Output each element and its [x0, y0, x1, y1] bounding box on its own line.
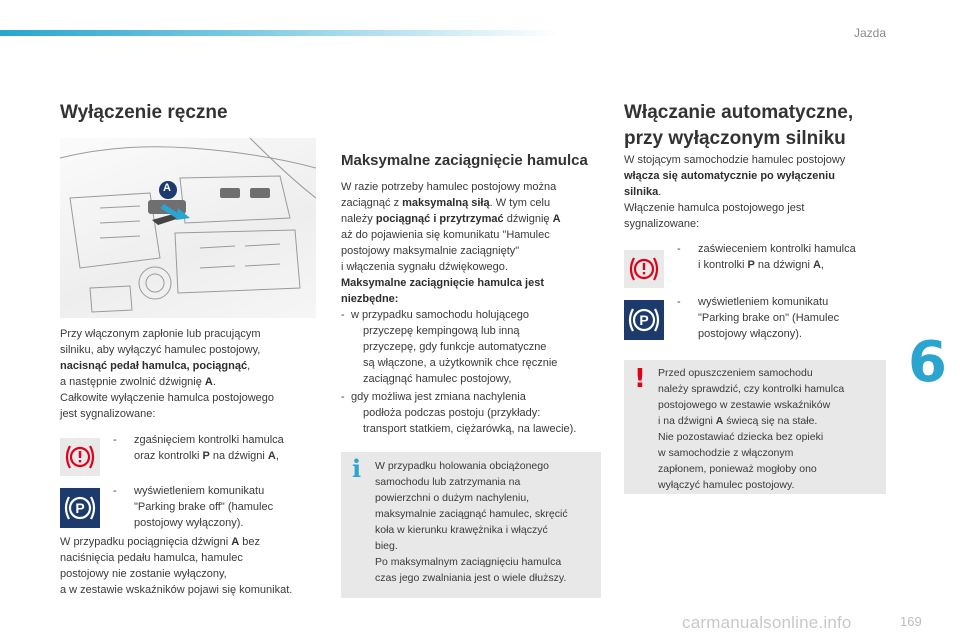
right-list-item-1: - zaświeceniem kontrolki hamulca i kontrolki P na dźwigni A, [677, 243, 856, 271]
right-list-item-2: - wyświetleniem komunikatu "Parking brake on" (Hamulec postojowy włączony). [677, 296, 840, 340]
brake-warning-icon [60, 438, 100, 476]
info-note-box [341, 452, 601, 598]
middle-list-item-2: - gdy możliwa jest zmiana nachylenia podłoża podczas postoju (przykłady: transport statkiem, ciężarówką, na lawecie). [341, 391, 577, 435]
page-number: 169 [900, 614, 922, 629]
chapter-number: 6 [908, 330, 947, 395]
parking-brake-p-icon [60, 488, 100, 528]
left-paragraph-1: Przy włączonym zapłonie lub pracującym silniku, aby wyłączyć hamulec postojowy, nacisnąć pedał hamulca, pociągnąć, a następnie zwolnić dźwignię A. Całkowite wyłączenie hamulca postojowego jest sygnalizowane: [60, 328, 275, 420]
console-illustration [60, 138, 316, 318]
middle-list-item-1: - w przypadku samochodu holującego przyczepę kempingową lub inną przyczepę, gdy funkcje automatyczne są włączone, a użytkownik chce ręcznie zaciągnąć hamulec postojowy, [341, 309, 558, 385]
parking-brake-p-icon-right [624, 300, 664, 340]
parking-brake-lever-photo [60, 138, 316, 318]
brake-warning-icon-right [624, 250, 664, 288]
callout-a-label: A [163, 182, 171, 194]
left-paragraph-2: W przypadku pociągnięcia dźwigni A bez naciśnięcia pedału hamulca, hamulec postojowy nie zostanie wyłączony, a w zestawie wskaźników pojawi się komunikat. [60, 536, 293, 596]
warning-exclamation-icon: ! [634, 364, 646, 394]
info-note-text: W przypadku holowania obciążonego samochodu lub zatrzymania na powierzchni o dużym nachyleniu, maksymalnie zaciągnąć hamulec, skręcić koła w kierunku krawężnika i włączyć bieg. Po maksymalnym zaciągnięciu hamulca czas jego zwalniania jest o wiele dłuższy. [375, 460, 568, 584]
warning-note-box [624, 360, 886, 494]
left-list-item-1: - zgaśnięciem kontrolki hamulca oraz kontrolki P na dźwigni A, [113, 434, 284, 462]
svg-text:P: P [75, 500, 85, 516]
right-paragraph: W stojącym samochodzie hamulec postojowy włącza się automatycznie po wyłączeniu silnika. Włączenie hamulca postojowego jest sygnalizowane: [624, 154, 846, 230]
left-list-item-2: - wyświetleniem komunikatu "Parking brake off" (hamulec postojowy wyłączony). [113, 485, 274, 529]
info-icon: i [352, 454, 362, 483]
warning-note-text: Przed opuszczeniem samochodu należy sprawdzić, czy kontrolki hamulca postojowego w zestawie wskaźników i na dźwigni A świecą się na stałe. Nie pozostawiać dziecka bez opieki w samochodzie z włączonym zapłonem, ponieważ mogłoby ono wyłączyć hamulec postojowy. [658, 367, 845, 491]
watermark: carmanualsonline.info [682, 613, 852, 632]
chapter-label: Jazda [853, 26, 886, 40]
header-accent-bar [0, 30, 560, 36]
section-title-max-brake: Maksymalne zaciągnięcie hamulca [341, 152, 588, 169]
section-title-automatic: Włączanie automatyczne, przy wyłączonym silniku [624, 102, 854, 149]
section-title-manual-release: Wyłączenie ręczne [60, 102, 228, 123]
svg-text:P: P [639, 312, 649, 328]
middle-paragraph: W razie potrzeby hamulec postojowy można zaciągnąć z maksymalną siłą. W tym celu należy pociągnąć i przytrzymać dźwignię A aż do pojawienia się komunikatu "Hamulec postojowy maksymalnie zaciągnięty" i włączenia sygnału dźwiękowego. Maksymalne zaciągnięcie hamulca jest niezbędne: [341, 181, 561, 305]
